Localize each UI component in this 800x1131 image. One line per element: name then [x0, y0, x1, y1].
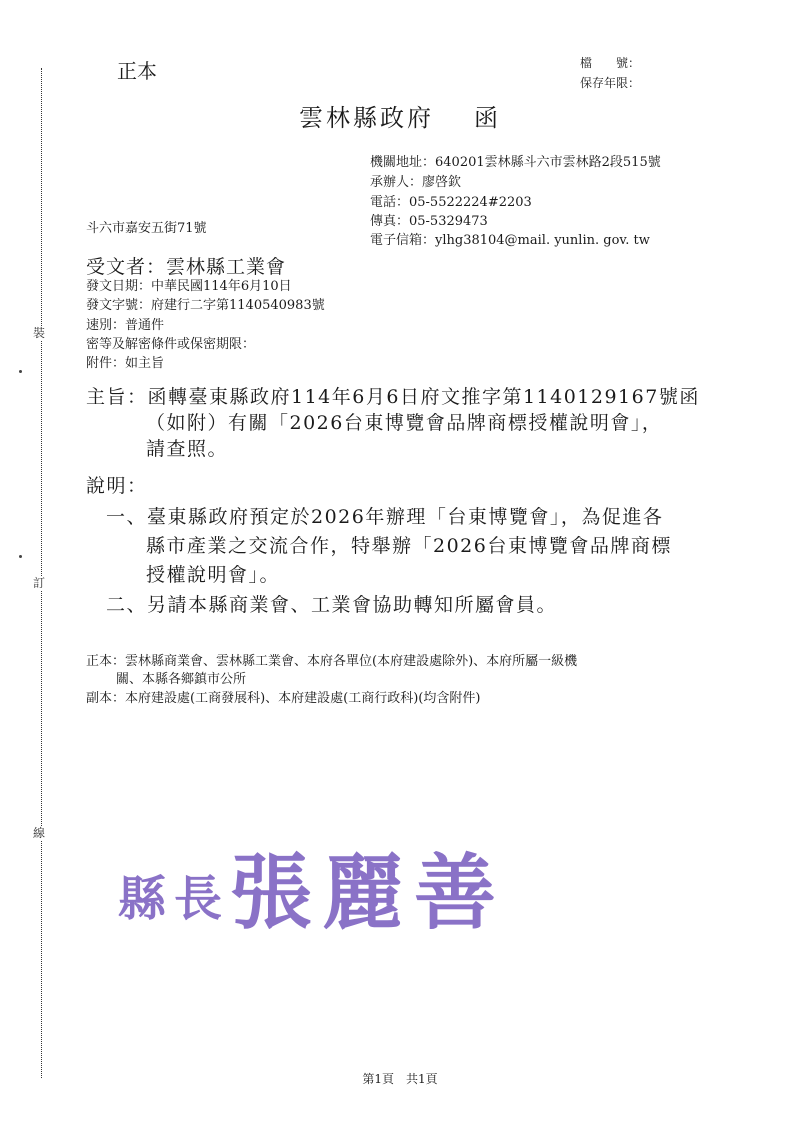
officer: 承辦人：廖啓欽 [370, 175, 462, 190]
speed: 速別：普通件 [86, 318, 165, 333]
page-total: 共1頁 [406, 1072, 438, 1086]
binding-line [41, 68, 42, 1078]
page-footer [0, 1070, 800, 1087]
seal-title: 縣長 [118, 871, 231, 927]
email: 電子信箱：ylhg38104@mail. yunlin. gov. tw [370, 233, 650, 248]
copy-label: 正本 [117, 59, 157, 83]
secrecy: 密等及解密條件或保密期限： [86, 337, 256, 352]
phone: 電話：05-5522224#2203 [370, 195, 532, 210]
issue-date: 發文日期：中華民國114年6月10日 [86, 279, 292, 294]
subject-line-3: 請查照。 [146, 438, 229, 460]
explanation-item-1-line-3: 授權說明會」。 [146, 564, 281, 586]
recipient-address: 斗六市嘉安五街71號 [86, 221, 207, 236]
binding-dot [19, 370, 22, 373]
recipient: 受文者：雲林縣工業會 [86, 256, 287, 278]
doc-type: 函 [474, 104, 501, 132]
explanation-item-2: 二、另請本縣商業會、工業會協助轉知所屬會員。 [106, 594, 558, 616]
distribution-main-line-2: 關、本縣各鄉鎮市公所 [116, 672, 247, 687]
seal-name: 張麗善 [230, 845, 507, 941]
fax: 傳真：05-5329473 [370, 214, 488, 229]
agency-address: 機關地址：640201雲林縣斗六市雲林路2段515號 [370, 155, 661, 170]
binding-char-xian: 線 [33, 826, 46, 840]
document-title [0, 98, 800, 133]
org-name: 雲林縣政府 [299, 104, 434, 132]
distribution-copy: 副本：本府建設處(工商發展科)、本府建設處(工商行政科)(均含附件) [86, 691, 481, 706]
file-number-label: 檔 號： [580, 56, 641, 70]
binding-char-ding: 訂 [33, 576, 46, 590]
page-number: 第1頁 [362, 1072, 394, 1086]
subject-line-2: （如附）有關「2026台東博覽會品牌商標授權說明會」， [146, 412, 663, 434]
binding-char-zhuang: 裝 [33, 326, 46, 340]
explanation-item-1-line-2: 縣市產業之交流合作，特舉辦「2026台東博覽會品牌商標 [146, 535, 672, 557]
explanation-heading: 說明： [86, 475, 148, 497]
distribution-main-line-1: 正本：雲林縣商業會、雲林縣工業會、本府各單位(本府建設處除外)、本府所屬一級機 [86, 654, 578, 669]
magistrate-seal [118, 828, 506, 945]
retention-label: 保存年限： [580, 76, 641, 90]
attachment: 附件：如主旨 [86, 356, 165, 371]
explanation-item-1-line-1: 一、臺東縣政府預定於2026年辦理「台東博覽會」，為促進各 [106, 506, 664, 528]
subject-line-1: 主旨：函轉臺東縣政府114年6月6日府文推字第1140129167號函 [86, 386, 700, 408]
issue-number: 發文字號：府建行二字第1140540983號 [86, 298, 325, 313]
binding-dot [19, 555, 22, 558]
